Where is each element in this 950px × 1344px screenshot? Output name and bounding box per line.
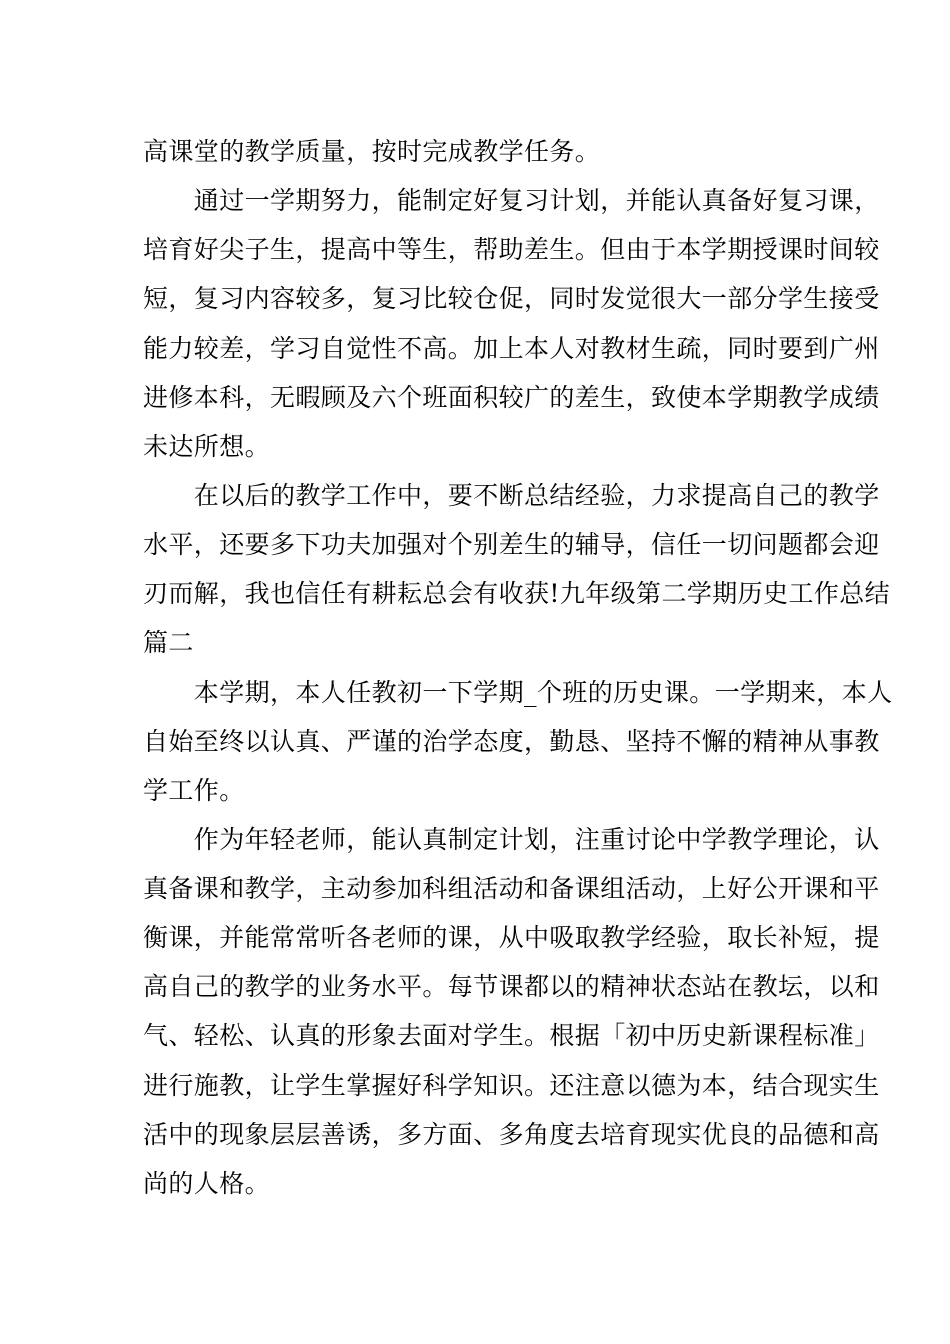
text-line: 未达所想。 (143, 432, 271, 461)
text-line: 尚的人格。 (143, 1169, 271, 1198)
text-line: 真备课和教学，主动参加科组活动和备课组活动，上好公开课和平 (143, 874, 880, 903)
text-line: 进行施教，让学生掌握好科学知识。还注意以德为本，结合现实生 (143, 1071, 880, 1100)
text-line: 作为年轻老师，能认真制定计划，注重讨论中学教学理论，认 (143, 825, 880, 854)
text-line: 短，复习内容较多，复习比较仓促，同时发觉很大一部分学生接受 (143, 284, 880, 313)
text-line: 气、轻松、认真的形象去面对学生。根据「初中历史新课程标准」 (143, 1021, 880, 1050)
text-line: 高自己的教学的业务水平。每节课都以的精神状态站在教坛，以和 (143, 972, 880, 1001)
text-line: 进修本科，无暇顾及六个班面积较广的差生，致使本学期教学成绩 (143, 383, 880, 412)
text-line: 能力较差，学习自觉性不高。加上本人对教材生疏，同时要到广州 (143, 334, 880, 363)
text-line: 本学期，本人任教初一下学期_个班的历史课。一学期来，本人 (143, 678, 893, 707)
text-line: 活中的现象层层善诱，多方面、多角度去培育现实优良的品德和高 (143, 1120, 880, 1149)
text-line: 培育好尖子生，提高中等生，帮助差生。但由于本学期授课时间较 (143, 235, 880, 264)
text-line: 衡课，并能常常听各老师的课，从中吸取教学经验，取长补短，提 (143, 923, 880, 952)
text-line: 高课堂的教学质量，按时完成教学任务。 (143, 137, 601, 166)
text-line: 刃而解，我也信任有耕耘总会有收获!九年级第二学期历史工作总结 (143, 579, 891, 608)
text-line: 通过一学期努力，能制定好复习计划，并能认真备好复习课， (143, 186, 880, 215)
text-line: 篇二 (143, 628, 194, 657)
text-line: 在以后的教学工作中，要不断总结经验，力求提高自己的教学 (143, 481, 880, 510)
text-line: 水平，还要多下功夫加强对个别差生的辅导，信任一切问题都会迎 (143, 530, 880, 559)
text-line: 学工作。 (143, 776, 245, 805)
text-line: 自始至终以认真、严谨的治学态度，勤恳、坚持不懈的精神从事教 (143, 727, 880, 756)
